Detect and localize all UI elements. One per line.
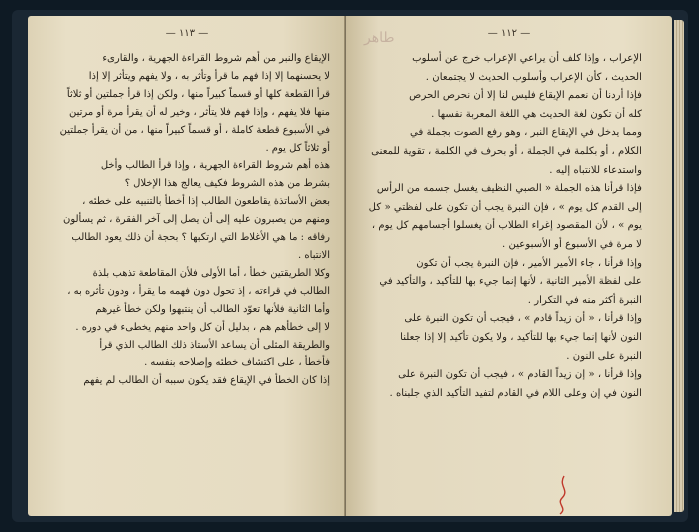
text-line: كله أن تكون لغة الحديث هي اللغة المعربة نفسها . (431, 108, 642, 120)
left-page-number: — ١١٣ — (165, 28, 209, 39)
text-line: بعض الأساتذة يقاطعون الطالب إذا أخطأ بالتنبيه على خطئه ، (82, 196, 330, 208)
text-line: الإيقاع والنبر من أهم شروط القراءة الجهرية ، والقارىء (102, 53, 330, 64)
text-line: الانتباه . (298, 249, 330, 261)
text-line: النون في إن وعلى اللام في القادم لتفيد التأكيد الذي جلبناه . (389, 387, 642, 399)
text-line: الإعراب ، وإذا كلف أن يراعي الإعراب خرج عن أسلوب (412, 53, 642, 64)
text-line: في الأسبوع قطعة كاملة ، أو قسماً كبيراً منها ، من أن يقرأ جملتين (59, 124, 330, 136)
left-page-text (42, 50, 330, 390)
text-line: هذه أهم شروط القراءة الجهرية ، وإذا قرأ الطالب وأخل (100, 160, 330, 172)
text-line: على لفظة الأمير الثانية ، لأنها إنما جيء بها للتأكيد ، والتأكيد في (379, 276, 642, 288)
right-page-number: — ١١٢ — (487, 28, 531, 39)
right-page-text (364, 50, 642, 403)
text-line: قرأ القطعة كلها أو قسماً كبيراً منها ، ولكن إذا قرأ جملتين أو ثلاثاً (66, 88, 330, 100)
text-line: وإذا قرأنا ، « أن زيداً قادم » ، فيجب أن تكون النبرة على (404, 313, 642, 325)
text-line: أو ثلاثاً كل يوم . (265, 142, 330, 154)
text-line: إذا كان الخطأ في الإيقاع فقد يكون سببه أن الطالب لم يفهم (83, 375, 330, 387)
text-line: بشرط من هذه الشروط فكيف يعالج هذا الإخلال ؟ (124, 178, 330, 190)
text-line: الحديث ، كأن الإعراب وأسلوب الحديث لا يجتمعان . (425, 71, 642, 83)
text-line: وإذا قرأنا ، جاء الأمير الأمير ، فإن النبرة يجب أن تكون (416, 257, 642, 269)
text-line: وأما الثانية فلأنها تعوّد الطالب أن ينتبهوا ولكن خطأ غيرهم (95, 303, 330, 315)
text-line: ومنهم من يصبرون عليه إلى أن يصل إلى آخر الفقرة ، ثم يسألون (62, 214, 330, 226)
text-line: وكلا الطريقتين خطأ ، أما الأولى فلأن المقاطعة تذهب بلذة (92, 267, 330, 279)
page-edges (674, 20, 684, 512)
text-line: منها فلا يفهم ، وإذا فهم فلا يتأثر ، وخير له أن يقرأ مرة أو مرتين (68, 106, 330, 118)
text-line: لا إلى خطأهم هم ، بدليل أن كل واحد منهم يخطىء في دوره . (75, 321, 330, 333)
open-book (12, 10, 688, 522)
text-line: ومما يدخل في الإيقاع النبر ، وهو رفع الصوت بجملة في (410, 127, 642, 139)
text-line: لا مرة في الأسبوع أو الأسبوعين . (501, 238, 642, 250)
faded-stamp: طاهر (364, 30, 395, 46)
right-page (346, 16, 672, 516)
text-line: واستدعاء للانتباه إليه . (549, 164, 642, 176)
text-line: والطريقة المثلى أن يساعد الأستاذ ذلك الطالب الذي قرأ (99, 339, 330, 351)
text-line: إلى القدم كل يوم » ، فإن النبرة يجب أن تكون على لفظتي « كل (368, 201, 642, 213)
text-line: لا يحسنهما إلا إذا فهم ما قرأ وتأثر به ، ولا يفهم ويتأثر إلا إذا (88, 70, 330, 82)
text-line: وإذا قرأنا ، « إن زيداً القادم » ، فيجب أن تكون النبرة على (398, 369, 642, 381)
text-line: الطالب في قراءته ، إذ تحول دون فهمه ما يقرأ ، ودون تأثره به ، (67, 285, 330, 297)
text-line: يوم » ، لأن المقصود إغراء الطلاب أن يغسلوا أجسامهم كل يوم ، (371, 220, 642, 232)
pen-scribble-mark (546, 472, 586, 516)
text-line: النون لأنها إنما جيء بها للتأكيد ، ولا يكون تأكيد إلا إذا جعلنا (400, 331, 642, 343)
text-line: فإذا أردنا أن نعمم الإيقاع فليس لنا إلا أن نحرص الحرص (409, 90, 642, 102)
left-page (28, 16, 346, 516)
text-line: النبرة على النون . (566, 350, 642, 362)
text-line: فأخطأ ، على اكتشاف خطئه وإصلاحه بنفسه . (144, 357, 330, 369)
text-line: النبرة أكثر منه في التكرار . (527, 294, 642, 306)
text-line: الكلام ، أو بكلمة في الجملة ، أو بحرف في الكلمة ، تقوية للمعنى (371, 145, 642, 157)
text-line: فإذا قرأنا هذه الجملة « الصبي النظيف يغسل جسمه من الرأس (376, 183, 642, 195)
text-line: رفاقه : ما هي الأغلاط التي ارتكبها ؟ بحجة أن ذلك يعود الطالب (71, 232, 330, 244)
